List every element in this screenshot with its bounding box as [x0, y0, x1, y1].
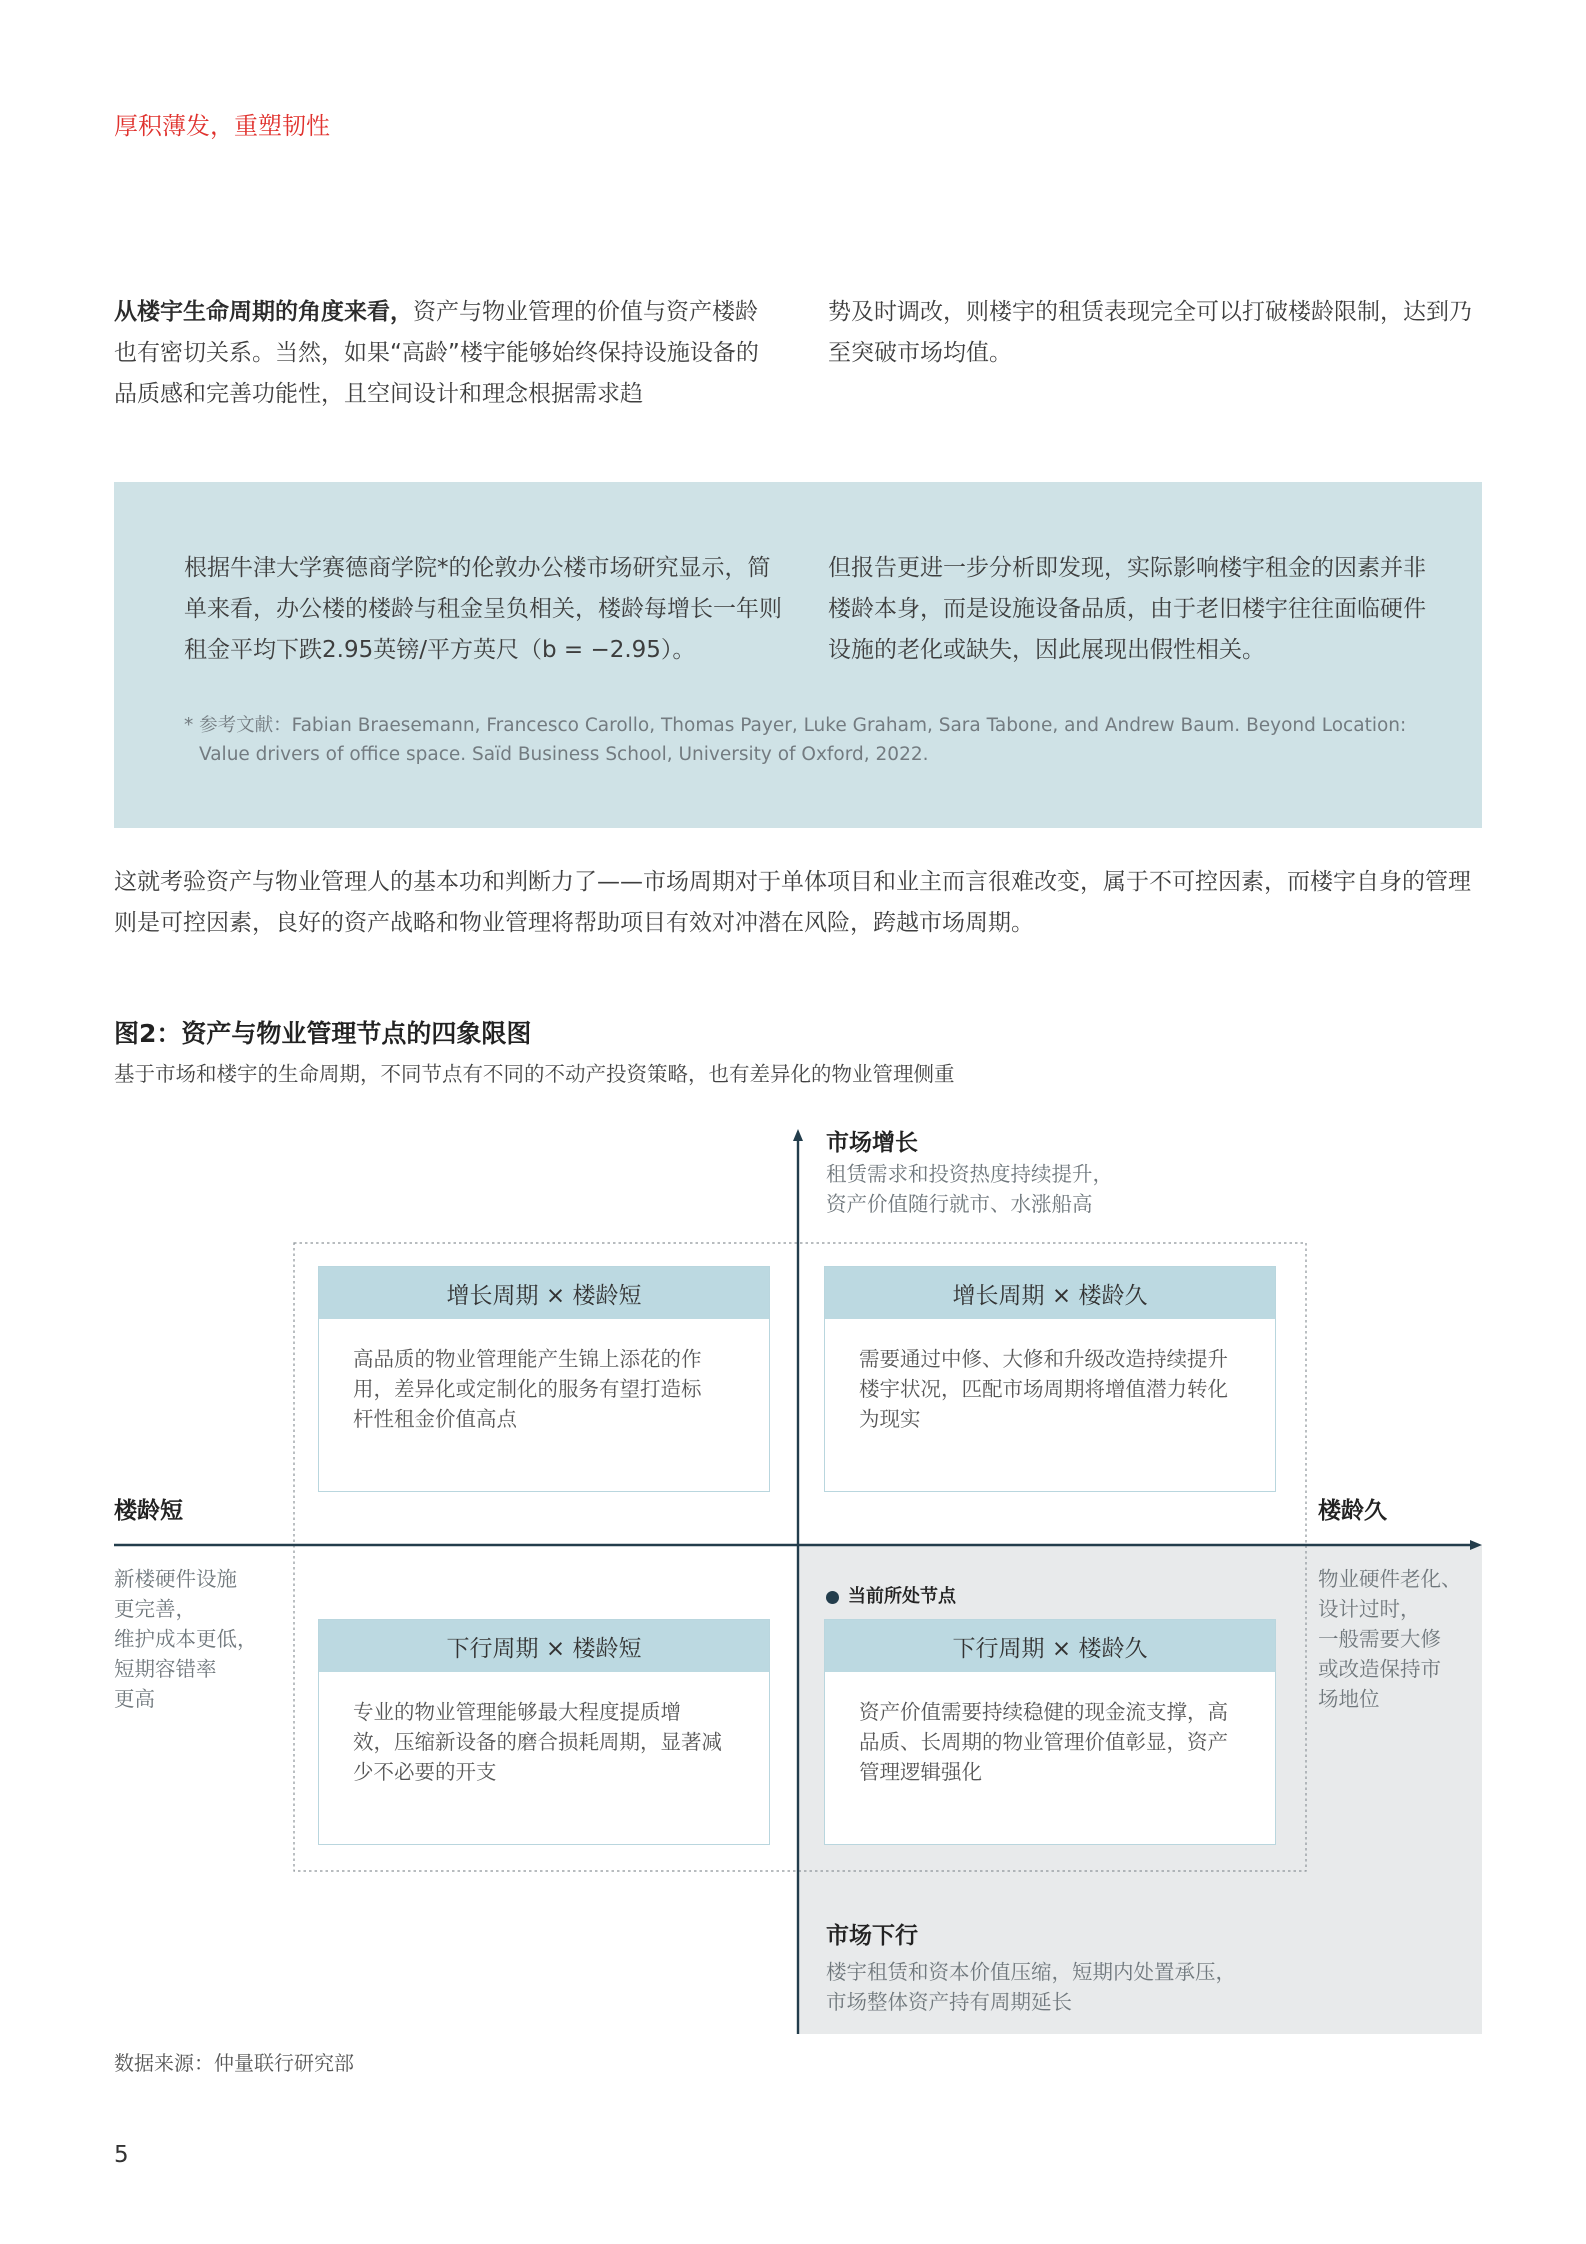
- axis-left-desc-line: 新楼硬件设施: [114, 1567, 237, 1591]
- quadrant-card-header: 下行周期 × 楼龄久: [825, 1620, 1275, 1672]
- intro-left-text: 资产与物业管理的价值与资产楼龄也有密切关系。当然，如果“高龄”楼宇能够始终保持设施设备的品质感和完善功能性，且空间设计和理念根据需求趋: [114, 299, 759, 407]
- axis-bottom-title: 市场下行: [826, 1923, 918, 1949]
- axis-top-desc-2: 资产价值随行就市、水涨船高: [826, 1192, 1093, 1216]
- figure-subtitle: 基于市场和楼宇的生命周期，不同节点有不同的不动产投资策略，也有差异化的物业管理侧重: [114, 1062, 955, 1086]
- axis-right-desc-line: 或改造保持市: [1318, 1657, 1441, 1681]
- quadrant-card-body: [319, 1672, 769, 1787]
- axis-right-desc: [1318, 1564, 1462, 1714]
- axis-bottom-desc-2: 市场整体资产持有周期延长: [826, 1990, 1072, 2014]
- current-node-label: 当前所处节点: [848, 1586, 956, 1607]
- callout-left-text: 根据牛津大学赛德商学院*的伦敦办公楼市场研究显示，简单来看，办公楼的楼龄与租金呈负相关，楼龄每增长一年则租金平均下跌2.95英镑/平方英尺（b = −2.95）。: [184, 555, 782, 663]
- intro-right-column: 势及时调改，则楼宇的租赁表现完全可以打破楼龄限制，达到乃至突破市场均值。: [828, 299, 1472, 366]
- quadrant-card-downturn-old: [824, 1619, 1276, 1845]
- axis-bottom-desc-1: 楼宇租赁和资本价值压缩，短期内处置承压，: [826, 1960, 1236, 1984]
- callout-footnote-line2: Value drivers of office space. Saïd Business School, University of Oxford, 2022.: [199, 744, 929, 765]
- axis-left-desc-line: 更高: [114, 1687, 155, 1711]
- axis-right-title: 楼龄久: [1318, 1498, 1387, 1524]
- quadrant-card-line: 为现实: [859, 1407, 921, 1431]
- axis-right-desc-line: 物业硬件老化、: [1318, 1567, 1462, 1591]
- quadrant-card-line: 少不必要的开支: [353, 1760, 497, 1784]
- body-paragraph: 这就考验资产与物业管理人的基本功和判断力了——市场周期对于单体项目和业主而言很难改变，属于不可控因素，而楼宇自身的管理则是可控因素，良好的资产战略和物业管理将帮助项目有效对冲潜在风险，跨越市场周期。: [114, 869, 1471, 936]
- axis-left-desc-line: 维护成本更低，: [114, 1627, 258, 1651]
- quadrant-card-line: 用，差异化或定制化的服务有望打造标: [353, 1377, 702, 1401]
- quadrant-card-line: 专业的物业管理能够最大程度提质增: [353, 1700, 681, 1724]
- axis-left-desc-line: 短期容错率: [114, 1657, 217, 1681]
- callout-footnote-line1: * 参考文献：Fabian Braesemann, Francesco Carollo, Thomas Payer, Luke Graham, Sara Tabone, and Andrew Baum. Beyond Location:: [184, 715, 1407, 736]
- y-axis-arrow: [793, 1129, 803, 1141]
- callout-right-text: 但报告更进一步分析即发现，实际影响楼宇租金的因素并非楼龄本身，而是设施设备品质，由于老旧楼宇往往面临硬件设施的老化或缺失，因此展现出假性相关。: [828, 555, 1426, 663]
- axis-left-desc: [114, 1564, 258, 1714]
- quadrant-card-downturn-new: [318, 1619, 770, 1845]
- quadrant-card-header: 下行周期 × 楼龄短: [319, 1620, 769, 1672]
- axis-right-desc-line: 设计过时，: [1318, 1597, 1421, 1621]
- current-node-marker: [826, 1582, 956, 1608]
- axis-left-desc-line: 更完善，: [114, 1597, 196, 1621]
- current-node-dot-icon: [826, 1591, 839, 1604]
- quadrant-card-line: 高品质的物业管理能产生锦上添花的作: [353, 1347, 702, 1371]
- quadrant-card-line: 杆性租金价值高点: [353, 1407, 517, 1431]
- quadrant-card-header: 增长周期 × 楼龄久: [825, 1267, 1275, 1319]
- axis-top-title: 市场增长: [826, 1130, 918, 1156]
- axis-right-desc-line: 场地位: [1318, 1687, 1380, 1711]
- figure-title: 图2：资产与物业管理节点的四象限图: [114, 1019, 532, 1048]
- quadrant-card-growth-old: [824, 1266, 1276, 1492]
- axis-right-desc-line: 一般需要大修: [1318, 1627, 1441, 1651]
- intro-lead: 从楼宇生命周期的角度来看，: [114, 299, 413, 325]
- axis-left-title: 楼龄短: [114, 1498, 183, 1524]
- figure-source: 数据来源：仲量联行研究部: [114, 2051, 354, 2075]
- quadrant-card-header: 增长周期 × 楼龄短: [319, 1267, 769, 1319]
- quadrant-card-line: 品质、长周期的物业管理价值彰显，资产: [859, 1730, 1228, 1754]
- quadrant-card-growth-new: [318, 1266, 770, 1492]
- running-header: 厚积薄发，重塑韧性: [114, 112, 330, 140]
- axis-top-desc-1: 租赁需求和投资热度持续提升，: [826, 1162, 1113, 1186]
- quadrant-card-line: 效，压缩新设备的磨合损耗周期，显著减: [353, 1730, 722, 1754]
- quadrant-card-line: 楼宇状况，匹配市场周期将增值潜力转化: [859, 1377, 1228, 1401]
- quadrant-card-body: [825, 1672, 1275, 1787]
- quadrant-card-body: [319, 1319, 769, 1434]
- quadrant-card-line: 管理逻辑强化: [859, 1760, 982, 1784]
- quadrant-card-line: 资产价值需要持续稳健的现金流支撑，高: [859, 1700, 1228, 1724]
- quadrant-card-body: [825, 1319, 1275, 1434]
- page-number: 5: [114, 2142, 129, 2168]
- quadrant-card-line: 需要通过中修、大修和升级改造持续提升: [859, 1347, 1228, 1371]
